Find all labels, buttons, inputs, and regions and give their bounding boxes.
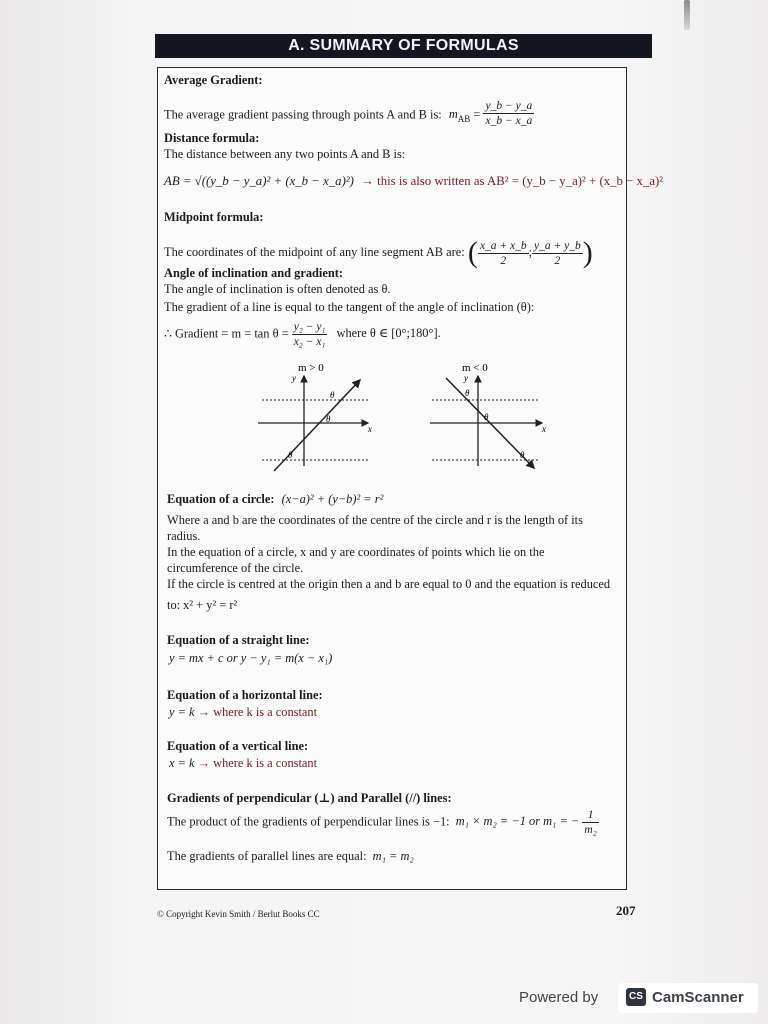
circle-p3b: to: x² + y² = r² [167, 598, 238, 612]
left-graph-label: m > 0 [298, 362, 324, 374]
circle-p2a: In the equation of a circle, x and y are coordinates of points which lie on the [167, 545, 545, 559]
left-angle-2: θ [326, 414, 331, 424]
midpoint-text: The coordinates of the midpoint of any line segment AB are: ( $\frac{x\_a + x\_b}{2}$ ; $\frac{y\_a + y\_b}{2}$ ) [164, 236, 593, 269]
watermark-brand: CamScanner [652, 989, 744, 1006]
midpoint-x-fraction: $\frac{x\_a + x\_b}{2}$ [479, 239, 527, 267]
perp-line1: The product of the gradients of perpendicular lines is −1: m₁ × m₂ = −1 or m₁ = − $\frac{1}{\text{m₂}}$ [167, 809, 597, 836]
copyright: © Copyright Kevin Smith / Berlut Books CC [157, 909, 320, 919]
inclination-line2: The gradient of a line is equal to the tangent of the angle of inclination (θ): [164, 300, 535, 314]
left-angle-1: θ [330, 390, 335, 400]
distance-formula: AB = √((y_b − y_a)² + (x_b − x_a)²) → this is also written as AB² = (y_b − y_a)² + (x_b − x_a)² [164, 174, 664, 188]
page-number: 207 [616, 903, 636, 918]
midpoint-heading: Midpoint formula: [164, 210, 264, 224]
average-gradient-heading: Average Gradient: [164, 73, 263, 87]
right-angle-1: θ [465, 388, 470, 398]
inclination-line1: The angle of inclination is often denoted as θ. [164, 282, 391, 296]
horizontal-equation: y = k → where k is a constant [169, 705, 318, 719]
page-edge [684, 0, 690, 30]
perp-heading: Gradients of perpendicular (⊥) and Parallel (//) lines: [167, 791, 452, 805]
left-x-label: x [368, 424, 372, 434]
straight-heading: Equation of a straight line: [167, 633, 310, 647]
horizontal-heading: Equation of a horizontal line: [167, 688, 323, 702]
right-graph-label: m < 0 [462, 362, 488, 374]
straight-equation: y = mx + c or y − y₁ = m(x − x₁) [169, 651, 333, 665]
right-y-label: y [464, 373, 468, 383]
vertical-equation: x = k → where k is a constant [169, 756, 318, 770]
gradient-fraction: $\frac{\text{y₂ − y₁}}{\text{x₂ − x₁}}$ [293, 321, 326, 348]
left-angle-3: θ [288, 450, 293, 460]
circle-p2b: circumference of the circle. [167, 561, 304, 575]
average-gradient-text: The average gradient passing through points A and B is: $m_{AB}$ = $\frac{y\_b - y\_a}{x\_b - x\_a}$ [164, 100, 533, 127]
right-angle-3: θ [520, 450, 525, 460]
distance-heading: Distance formula: [164, 131, 260, 145]
average-gradient-fraction: $\frac{y\_b - y\_a}{x\_b - x\_a}$ [485, 100, 533, 127]
inclination-heading: Angle of inclination and gradient: [164, 266, 343, 280]
inclination-graphs [240, 356, 570, 481]
right-angle-2: θ [484, 412, 489, 422]
watermark-powered: Powered by [519, 989, 599, 1006]
circle-p1b: radius. [167, 529, 201, 543]
distance-text: The distance between any two points A and B is: [164, 147, 406, 161]
circle-p3a: If the circle is centred at the origin then a and b are equal to 0 and the equation is reduced [167, 577, 611, 591]
circle-p1a: Where a and b are the coordinates of the centre of the circle and r is the length of its [167, 513, 583, 527]
vertical-heading: Equation of a vertical line: [167, 739, 309, 753]
perp-fraction: $\frac{1}{\text{m₂}}$ [584, 809, 597, 836]
perp-line2: The gradients of parallel lines are equal: m₁ = m₂ [167, 849, 414, 863]
section-banner: A. SUMMARY OF FORMULAS [155, 34, 652, 58]
midpoint-y-fraction: $\frac{y\_a + y\_b}{2}$ [534, 239, 581, 267]
circle-heading-row: Equation of a circle: (x−a)² + (y−b)² = r² [167, 492, 384, 506]
left-line [274, 380, 360, 471]
left-y-label: y [292, 373, 296, 383]
right-x-label: x [542, 424, 546, 434]
camscanner-logo-icon: CS [626, 988, 646, 1006]
gradient-formula: ∴ Gradient = m = tan θ = $\frac{\text{y₂ − y₁}}{\text{x₂ − x₁}}$ where θ ∈ [0°;180°]. [164, 321, 441, 348]
